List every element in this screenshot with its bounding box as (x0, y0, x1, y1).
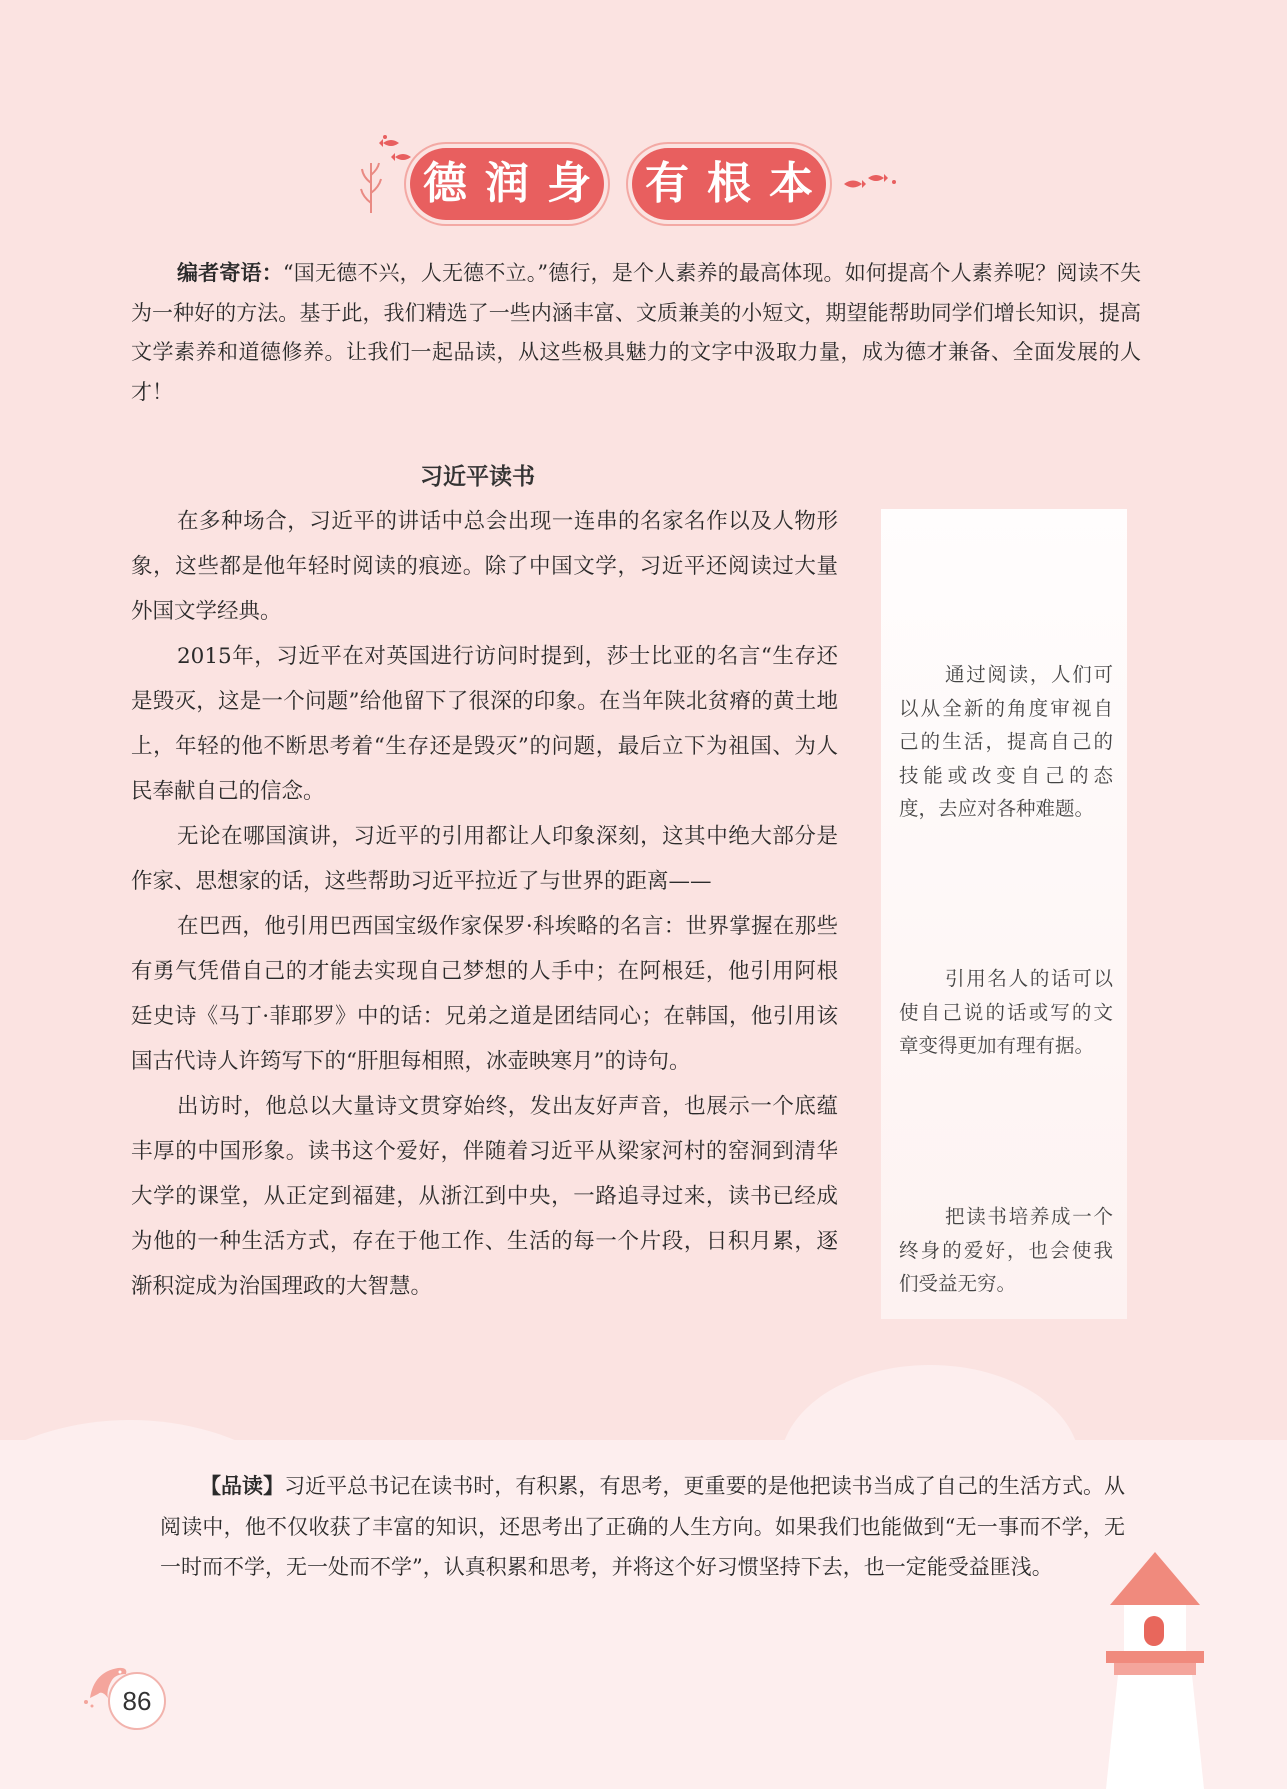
fish-icon (838, 168, 902, 200)
article-body (131, 499, 838, 1309)
article-paragraph: 在多种场合，习近平的讲话中总会出现一连串的名家名作以及人物形象，这些都是他年轻时阅读的痕迹。除了中国文学，习近平还阅读过大量外国文学经典。 (131, 509, 838, 624)
page-number: 86 (108, 1672, 166, 1730)
title-char: 根 (707, 158, 751, 209)
title-char: 有 (645, 158, 689, 209)
article-paragraph: 无论在哪国演讲，习近平的引用都让人印象深刻，这其中绝大部分是作家、思想家的话，这些帮助习近平拉近了与世界的距离—— (131, 824, 838, 894)
side-note: 引用名人的话可以使自己说的话或写的文章变得更加有理有据。 (899, 967, 1113, 1057)
side-notes-panel (881, 509, 1127, 1319)
title-char: 润 (485, 158, 529, 209)
article-title: 习近平读书 (420, 464, 535, 490)
commentary-text: 习近平总书记在读书时，有积累，有思考，更重要的是他把读书当成了自己的生活方式。从阅读中，他不仅收获了丰富的知识，还思考出了正确的人生方向。如果我们也能做到“无一事而不学，无一时而不学，无一处而不学”，认真积累和思考，并将这个好习惯坚持下去，也一定能受益匪浅。 (160, 1474, 1125, 1579)
title-char: 身 (547, 158, 591, 209)
lighthouse-icon (1100, 1550, 1210, 1789)
title-char: 德 (423, 158, 467, 209)
side-note: 把读书培养成一个终身的爱好，也会使我们受益无穷。 (899, 1205, 1113, 1295)
editor-note-text: “国无德不兴，人无德不立。”德行，是个人素养的最高体现。如何提高个人素养呢？阅读不失为一种好的方法。基于此，我们精选了一些内涵丰富、文质兼美的小短文，期望能帮助同学们增长知识，提高文学素养和道德修养。让我们一起品读，从这些极具魅力的文字中汲取力量，成为德才兼备、全面发展的人才！ (131, 261, 1142, 404)
article-paragraph: 出访时，他总以大量诗文贯穿始终，发出友好声音，也展示一个底蕴丰厚的中国形象。读书这个爱好，伴随着习近平从梁家河村的窑洞到清华大学的课堂，从正定到福建，从浙江到中央，一路追寻过来，读书已经成为他的一种生活方式，存在于他工作、生活的每一个片段，日积月累，逐渐积淀成为治国理政的大智慧。 (131, 1094, 838, 1299)
article-paragraph: 在巴西，他引用巴西国宝级作家保罗·科埃略的名言：世界掌握在那些有勇气凭借自己的才能去实现自己梦想的人手中；在阿根廷，他引用阿根廷史诗《马丁·菲耶罗》中的话：兄弟之道是团结同心；在韩国，他引用该国古代诗人许筠写下的“肝胆每相照，冰壶映寒月”的诗句。 (131, 914, 838, 1074)
section-title (410, 148, 850, 224)
plant-fish-icon (355, 133, 415, 215)
title-char: 本 (769, 158, 813, 209)
commentary (160, 1466, 1125, 1588)
title-pill-right (632, 148, 826, 220)
editor-note (131, 254, 1141, 412)
editor-note-label: 编者寄语： (177, 261, 283, 285)
title-pill-left (410, 148, 604, 220)
article-paragraph: 2015年，习近平在对英国进行访问时提到，莎士比亚的名言“生存还是毁灭，这是一个问题”给他留下了很深的印象。在当年陕北贫瘠的黄土地上，年轻的他不断思考着“生存还是毁灭”的问题，最后立下为祖国、为人民奉献自己的信念。 (131, 644, 838, 804)
side-note: 通过阅读，人们可以从全新的角度审视自己的生活，提高自己的技能或改变自己的态度，去应对各种难题。 (899, 663, 1113, 820)
commentary-label: 【品读】 (200, 1474, 285, 1498)
